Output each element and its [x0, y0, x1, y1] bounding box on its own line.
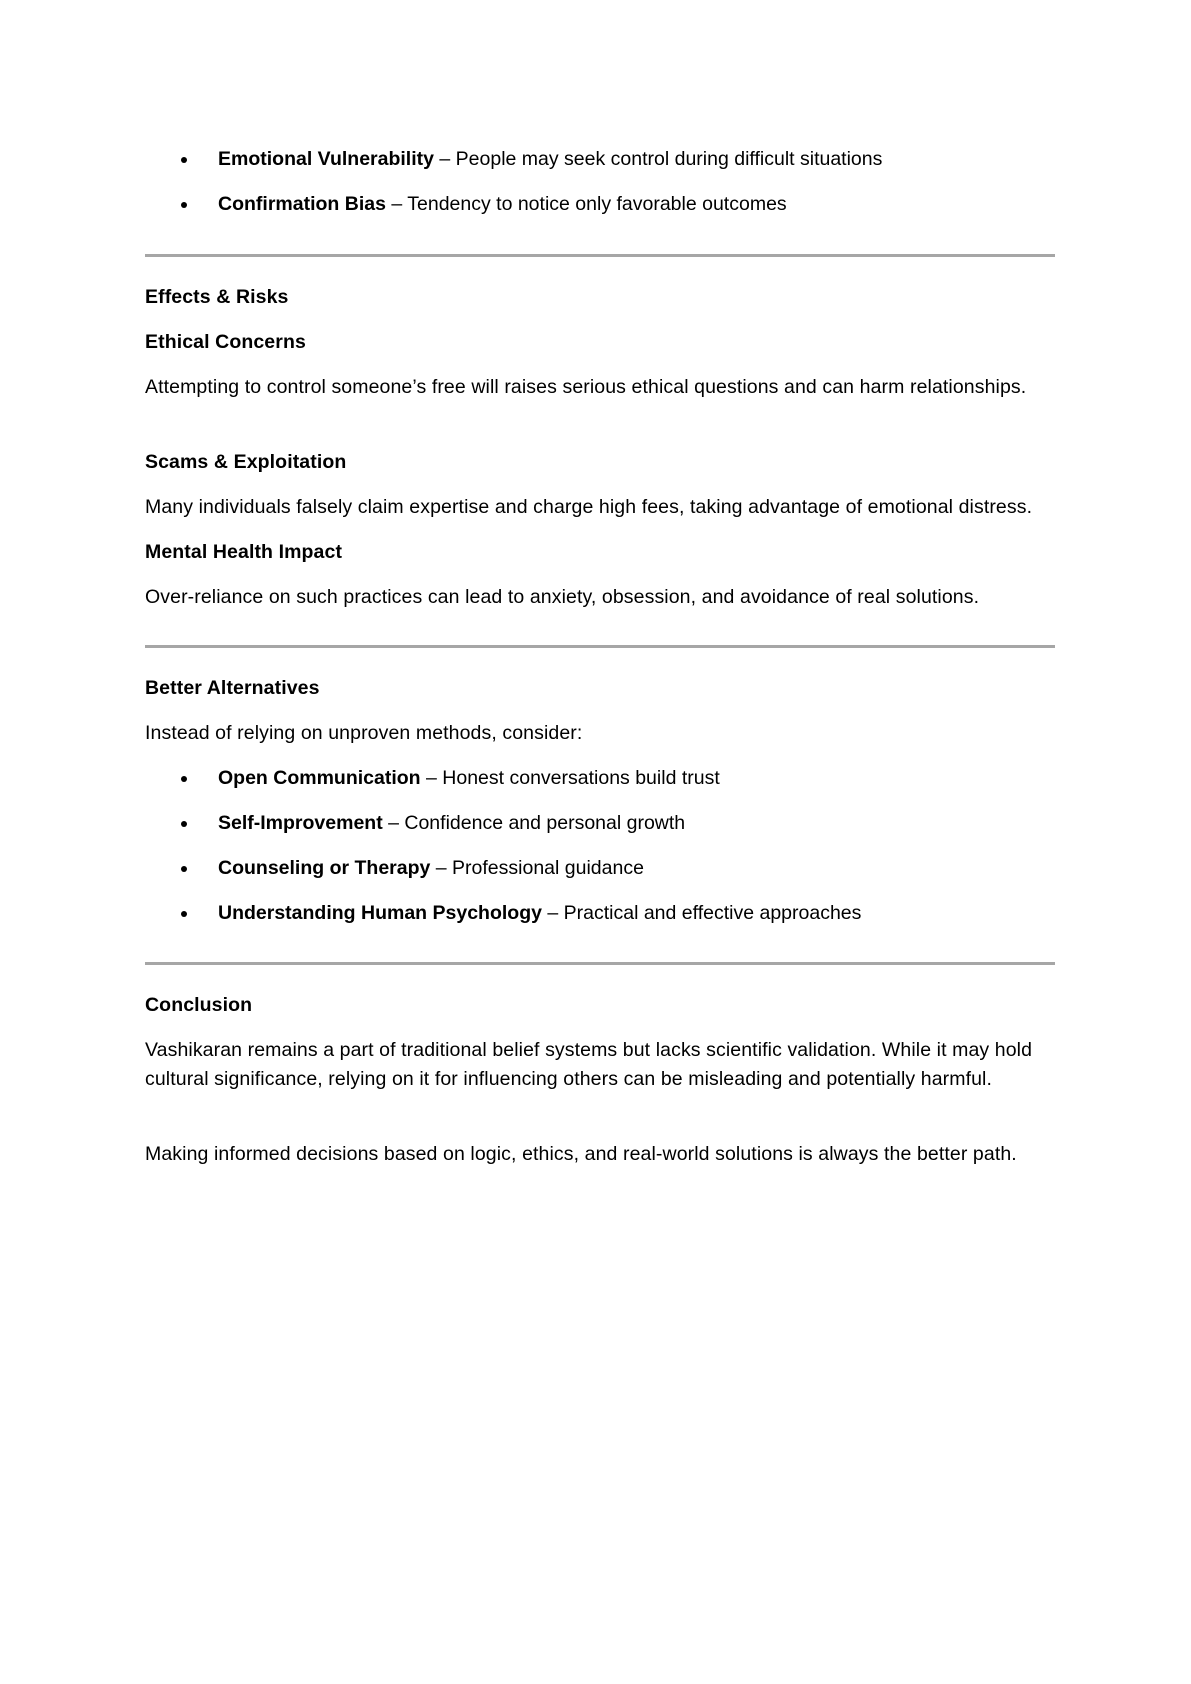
bullet-text — [218, 145, 882, 174]
bullet-text — [218, 854, 644, 883]
bullet-text — [218, 190, 787, 219]
subheading-mental-health: Mental Health Impact — [145, 541, 343, 563]
bullet-dot-icon — [181, 821, 187, 827]
paragraph-mental-health: Over-reliance on such practices can lead to anxiety, obsession, and avoidance of real solutions. — [145, 586, 980, 608]
section-divider — [145, 645, 1055, 648]
bullet-dot-icon — [181, 157, 187, 163]
bullet-term: Self-Improvement — [218, 812, 383, 834]
bullet-desc: – Practical and effective approaches — [541, 902, 862, 924]
bullet-text — [218, 899, 861, 928]
section-heading-alternatives: Better Alternatives — [145, 677, 320, 699]
section-divider — [145, 254, 1055, 257]
bullet-dot-icon — [181, 202, 187, 208]
paragraph-conclusion-2: Making informed decisions based on logic, ethics, and real-world solutions is always the better path. — [145, 1143, 1017, 1165]
bullet-term: Confirmation Bias — [218, 193, 386, 215]
bullet-text — [218, 764, 720, 793]
paragraph-scams: Many individuals falsely claim expertise and charge high fees, taking advantage of emotional distress. — [145, 496, 1033, 518]
bullet-term: Open Communication — [218, 767, 421, 789]
subheading-ethical-concerns: Ethical Concerns — [145, 331, 306, 353]
section-heading-effects: Effects & Risks — [145, 286, 289, 308]
bullet-desc: – Professional guidance — [430, 857, 644, 879]
bullet-dot-icon — [181, 776, 187, 782]
bullet-desc: – People may seek control during difficult situations — [433, 148, 883, 170]
paragraph-conclusion-1: Vashikaran remains a part of traditional belief systems but lacks scientific validation. While it may hold cultural significance, relying on it for influencing others can be misleading and potentially harmful. — [145, 1039, 1033, 1090]
bullet-desc: – Confidence and personal growth — [382, 812, 686, 834]
bullet-desc: – Tendency to notice only favorable outcomes — [385, 193, 787, 215]
bullet-dot-icon — [181, 866, 187, 872]
bullet-text — [218, 809, 685, 838]
bullet-dot-icon — [181, 911, 187, 917]
bullet-term: Understanding Human Psychology — [218, 902, 542, 924]
bullet-term: Emotional Vulnerability — [218, 148, 434, 170]
section-divider — [145, 962, 1055, 965]
paragraph-ethical-concerns: Attempting to control someone’s free will raises serious ethical questions and can harm relationships. — [145, 376, 1027, 398]
bullet-desc: – Honest conversations build trust — [420, 767, 720, 789]
bullet-term: Counseling or Therapy — [218, 857, 431, 879]
subheading-scams: Scams & Exploitation — [145, 451, 347, 473]
section-heading-conclusion: Conclusion — [145, 994, 253, 1016]
paragraph-alternatives-intro: Instead of relying on unproven methods, consider: — [145, 722, 583, 744]
